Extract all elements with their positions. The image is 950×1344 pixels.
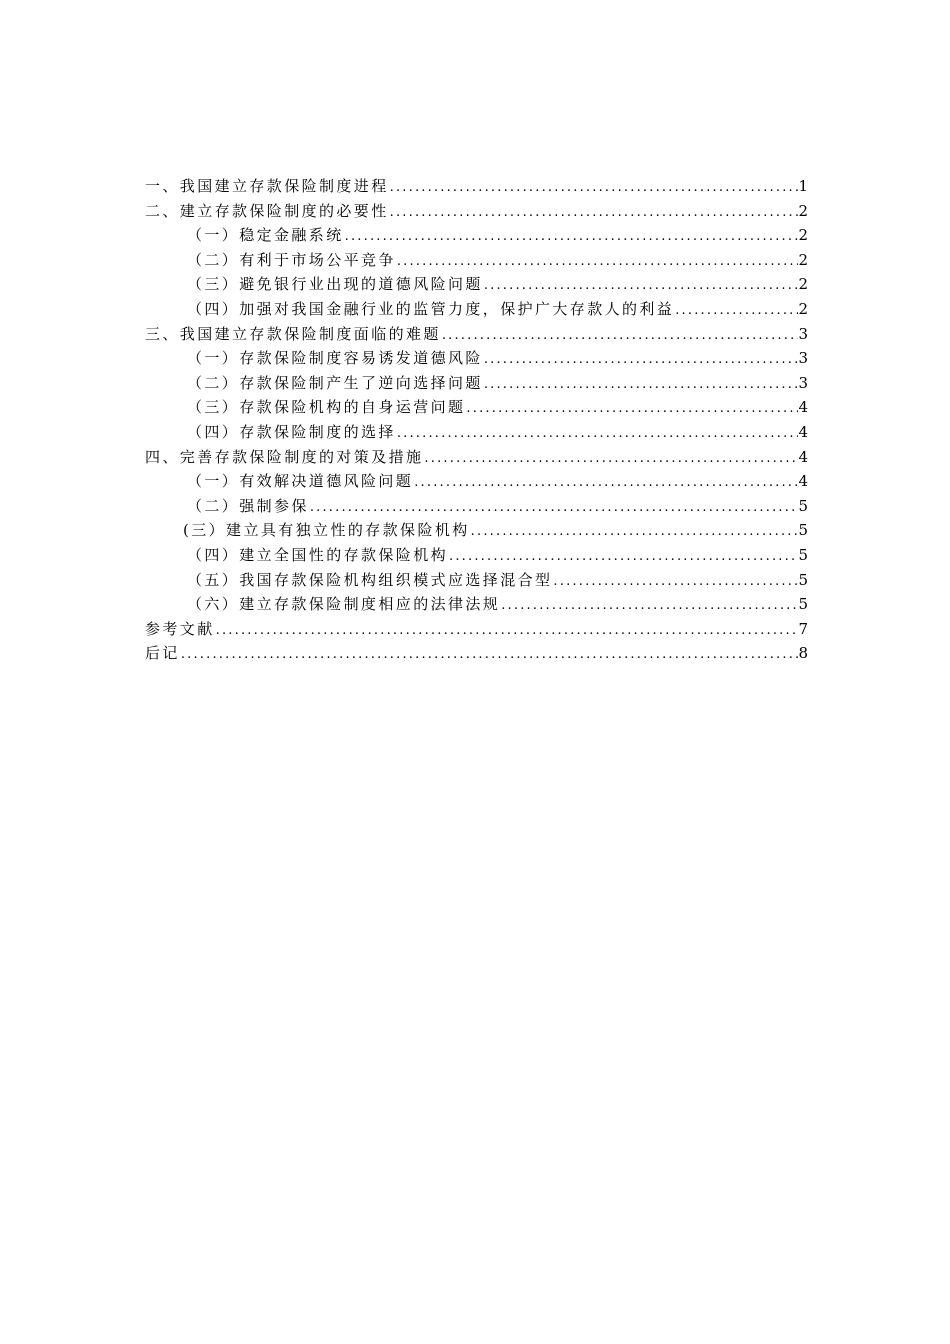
- toc-dot-leader: [309, 496, 799, 521]
- toc-entry-title: （四）建立全国性的存款保险机构: [187, 545, 449, 564]
- toc-entry-title: （四）存款保险制度的选择: [187, 422, 396, 441]
- toc-entry-page-number: 3: [798, 324, 808, 343]
- toc-dot-leader: [396, 422, 799, 447]
- toc-dot-leader: [413, 471, 798, 496]
- toc-entry-title: 二、建立存款保险制度的必要性: [145, 201, 389, 220]
- toc-dot-leader: [448, 545, 798, 570]
- toc-entry-page-number: 2: [798, 275, 808, 294]
- table-of-contents: [145, 174, 808, 666]
- toc-entry-title: （二）强制参保: [187, 496, 309, 515]
- toc-entry[interactable]: [145, 322, 808, 347]
- toc-dot-leader: [470, 520, 799, 545]
- toc-entry-page-number: 4: [798, 447, 808, 466]
- toc-entry-title: 一、我国建立存款保险制度进程: [145, 177, 389, 195]
- toc-entry-title: （三）避免银行业出现的道德风险问题: [187, 275, 483, 294]
- toc-dot-leader: [389, 176, 799, 201]
- toc-entry[interactable]: [145, 297, 808, 322]
- toc-entry-title: （五）我国存款保险机构组织模式应选择混合型: [187, 570, 553, 589]
- toc-entry[interactable]: [145, 223, 808, 248]
- toc-entry[interactable]: [145, 469, 808, 494]
- toc-dot-leader: [483, 373, 799, 398]
- toc-entry-title: (三）建立具有独立性的存款保险机构: [183, 521, 470, 540]
- toc-entry[interactable]: [145, 445, 808, 470]
- toc-entry-page-number: 7: [798, 619, 808, 638]
- toc-entry-title: （四）加强对我国金融行业的监管力度，保护广大存款人的利益: [187, 299, 675, 318]
- toc-entry[interactable]: [145, 395, 808, 420]
- toc-dot-leader: [441, 324, 799, 349]
- toc-entry[interactable]: [145, 199, 808, 224]
- toc-entry-page-number: 4: [798, 398, 808, 417]
- toc-entry-page-number: 5: [798, 595, 808, 614]
- toc-entry-title: （一）有效解决道德风险问题: [187, 472, 414, 491]
- toc-entry-title: （一）存款保险制度容易诱发道德风险: [187, 349, 483, 368]
- toc-dot-leader: [180, 643, 799, 668]
- toc-entry-page-number: 2: [798, 201, 808, 220]
- toc-entry-page-number: 5: [798, 521, 808, 540]
- toc-entry-title: 四、完善存款保险制度的对策及措施: [145, 447, 424, 466]
- toc-entry-page-number: 4: [798, 472, 808, 491]
- toc-entry[interactable]: [145, 568, 808, 593]
- toc-entry[interactable]: [145, 174, 808, 199]
- toc-dot-leader: [215, 619, 799, 644]
- toc-dot-leader: [500, 594, 798, 619]
- toc-entry-title: （一）稳定金融系统: [187, 226, 344, 245]
- toc-entry-title: 后记: [145, 644, 180, 663]
- toc-entry-page-number: 3: [798, 373, 808, 392]
- toc-entry-title: （三）存款保险机构的自身运营问题: [187, 398, 466, 417]
- toc-dot-leader: [483, 274, 799, 299]
- toc-entry[interactable]: [145, 420, 808, 445]
- toc-entry-page-number: 3: [798, 349, 808, 368]
- toc-entry-page-number: 4: [798, 422, 808, 441]
- toc-entry-title: （二）有利于市场公平竞争: [187, 250, 396, 269]
- toc-dot-leader: [552, 570, 798, 595]
- toc-entry-title: （二）存款保险制产生了逆向选择问题: [187, 373, 483, 392]
- toc-entry-page-number: 5: [798, 496, 808, 515]
- toc-entry-page-number: 1: [798, 177, 808, 195]
- toc-entry-page-number: 5: [798, 570, 808, 589]
- toc-entry[interactable]: [145, 248, 808, 273]
- toc-entry[interactable]: [145, 494, 808, 519]
- toc-entry-title: 三、我国建立存款保险制度面临的难题: [145, 324, 441, 343]
- toc-dot-leader: [465, 397, 798, 422]
- toc-entry[interactable]: [145, 641, 808, 666]
- toc-dot-leader: [423, 447, 798, 472]
- toc-dot-leader: [483, 348, 799, 373]
- toc-dot-leader: [396, 250, 799, 275]
- toc-entry[interactable]: [145, 371, 808, 396]
- toc-entry[interactable]: [145, 346, 808, 371]
- toc-entry-page-number: 8: [798, 644, 808, 663]
- toc-dot-leader: [389, 201, 799, 226]
- toc-dot-leader: [674, 299, 798, 324]
- toc-entry-page-number: 2: [798, 226, 808, 245]
- toc-dot-leader: [344, 225, 799, 250]
- toc-entry-title: 参考文献: [145, 619, 215, 638]
- toc-entry-title: （六）建立存款保险制度相应的法律法规: [187, 595, 501, 614]
- toc-entry[interactable]: [145, 518, 808, 543]
- toc-entry-page-number: 2: [798, 250, 808, 269]
- toc-entry-page-number: 5: [798, 545, 808, 564]
- toc-entry[interactable]: [145, 543, 808, 568]
- toc-entry-page-number: 2: [798, 299, 808, 318]
- toc-entry[interactable]: [145, 592, 808, 617]
- toc-entry[interactable]: [145, 617, 808, 642]
- toc-entry[interactable]: [145, 272, 808, 297]
